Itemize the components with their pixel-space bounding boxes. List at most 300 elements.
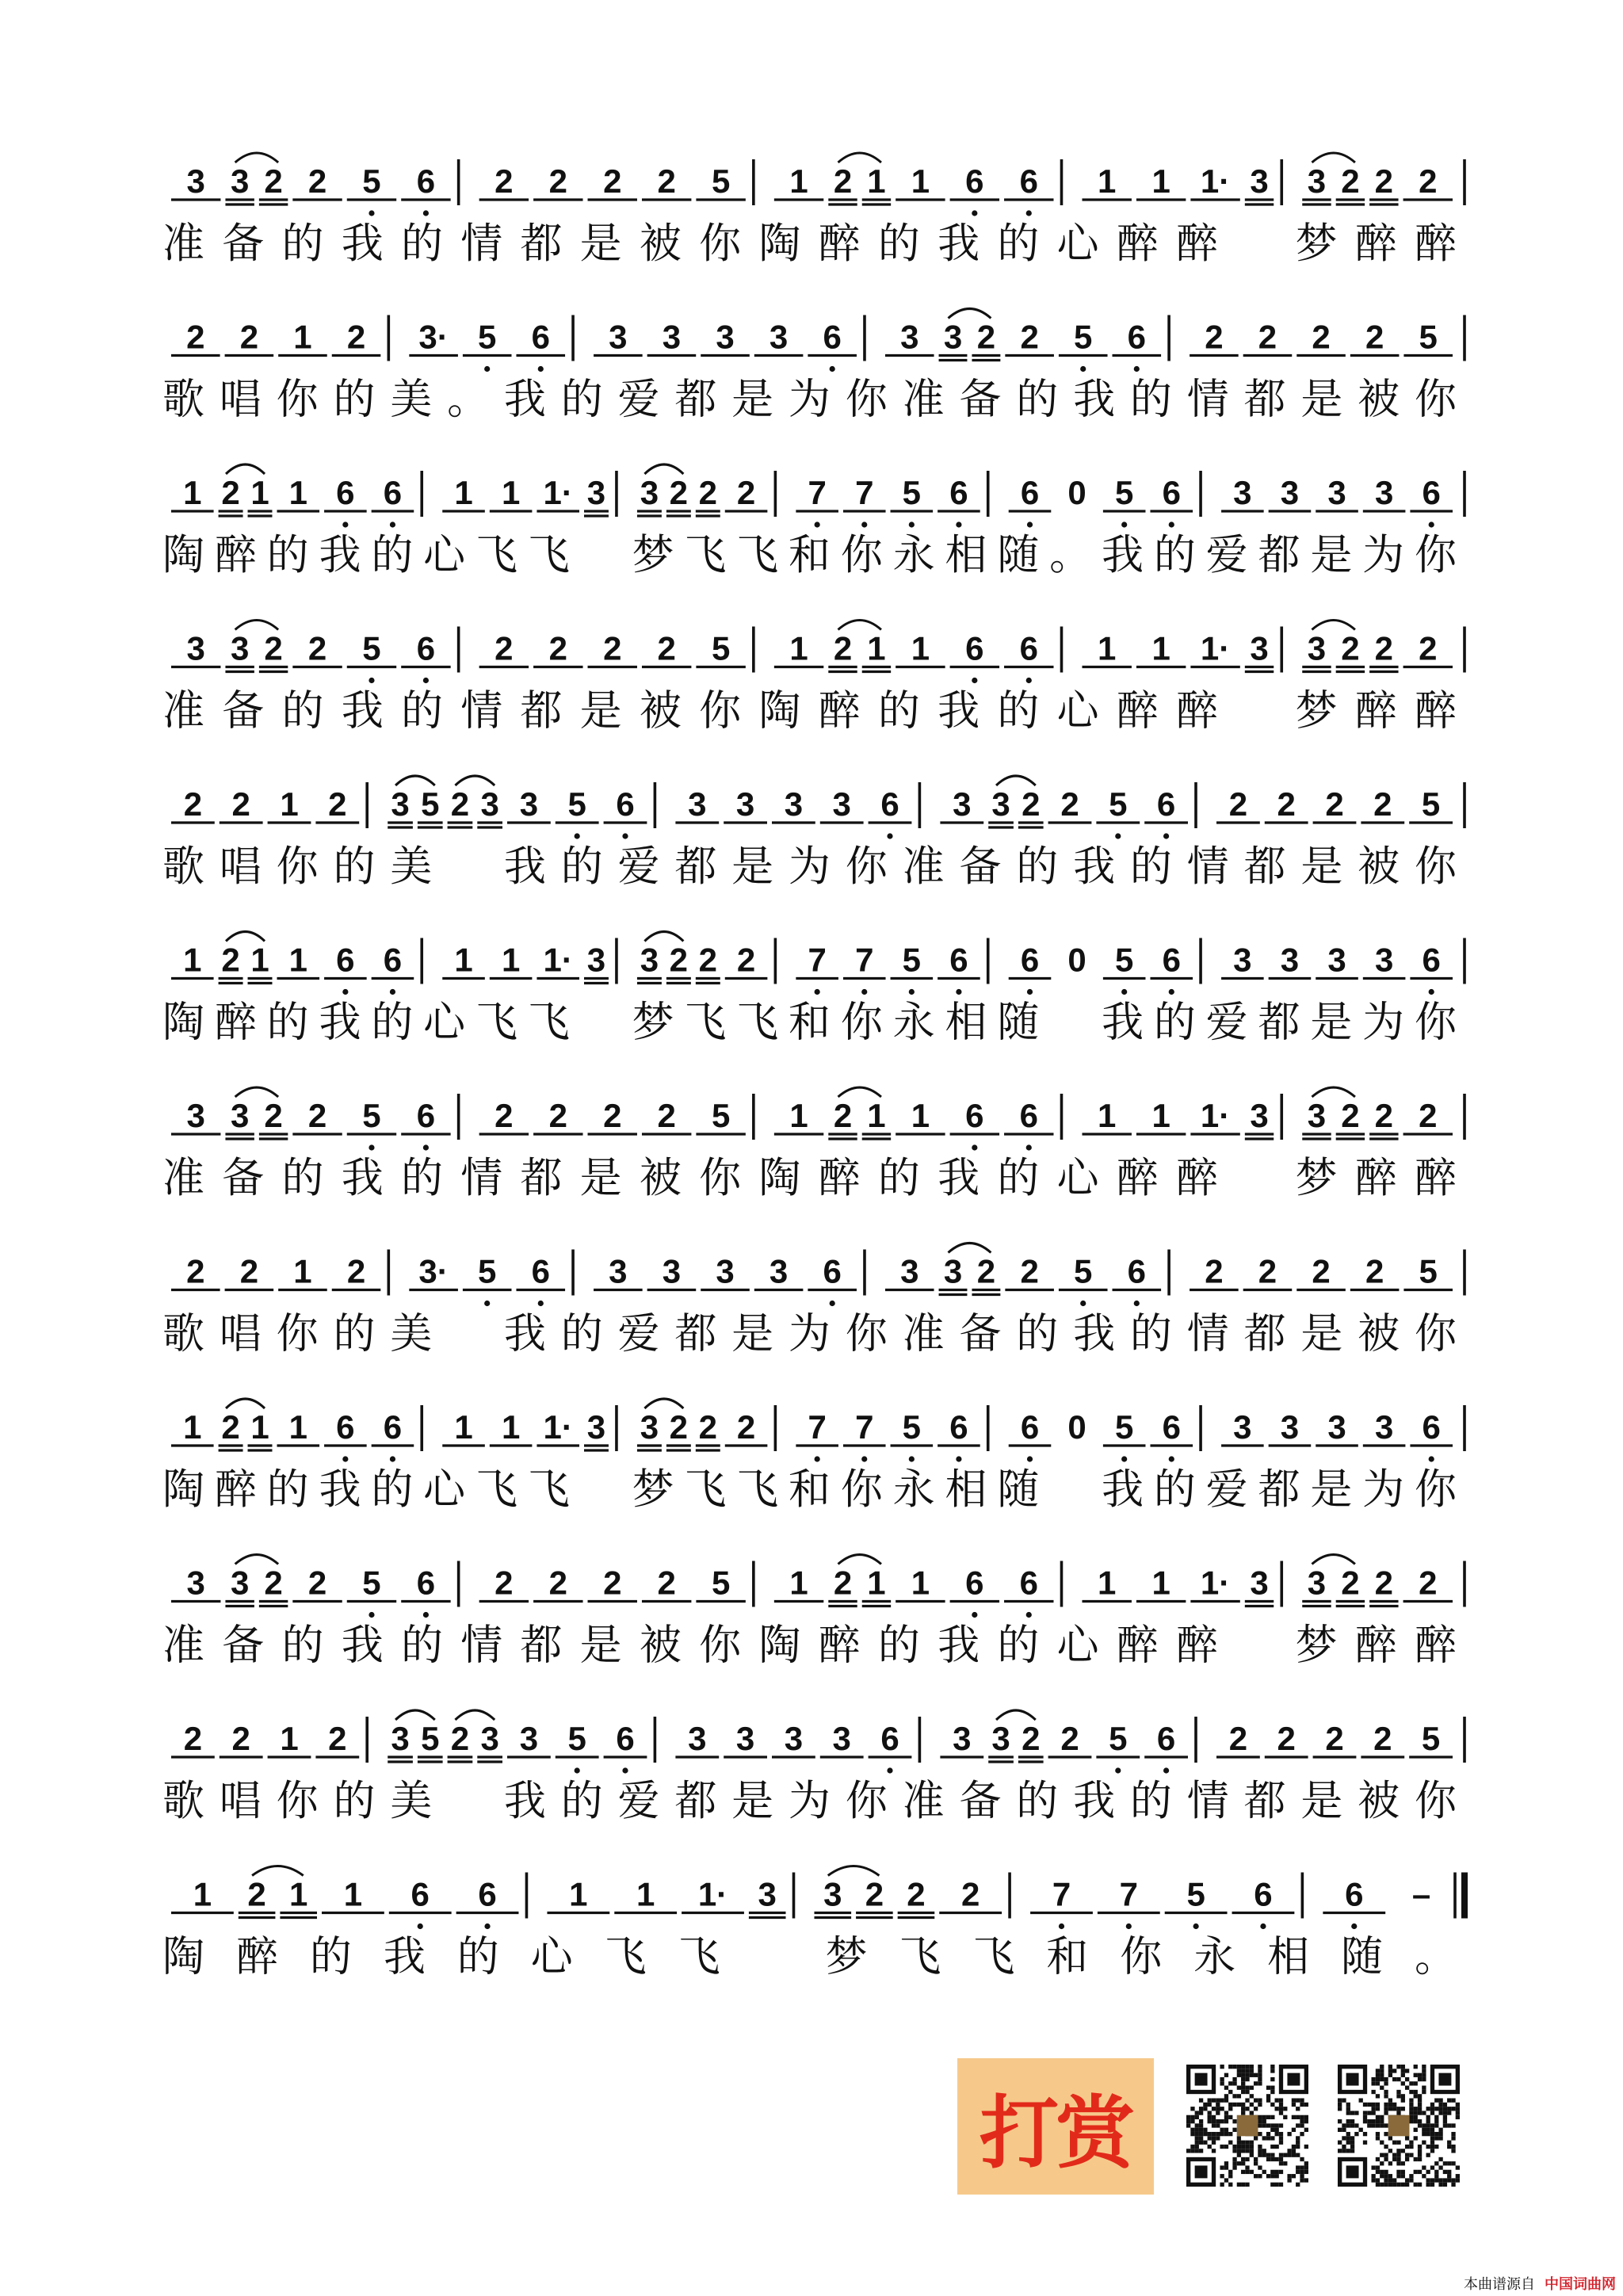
note: 5 [902, 941, 922, 979]
octave-dot [1121, 989, 1127, 995]
note: 2 [186, 318, 205, 356]
note: 7 [808, 474, 827, 511]
note: 3· [418, 1252, 449, 1290]
note: 6 [383, 1408, 403, 1446]
slur [235, 621, 278, 630]
slur [226, 932, 265, 942]
slur [226, 1399, 265, 1408]
system [162, 932, 1465, 1047]
octave-dot [369, 1612, 374, 1618]
octave-dot [1026, 210, 1032, 216]
measure [171, 464, 414, 528]
octave-dot [1163, 1767, 1169, 1773]
note: 7 [808, 1408, 827, 1446]
octave-dot [484, 1301, 490, 1306]
note: 1 [183, 941, 202, 979]
octave-dot [342, 989, 348, 995]
slur [395, 776, 435, 785]
note: 3 [769, 1252, 789, 1290]
note: 3 [186, 1097, 205, 1134]
note: 3 [900, 1252, 919, 1290]
measure [774, 621, 1054, 684]
note: 6 [531, 318, 550, 356]
note: 5 [362, 1564, 381, 1602]
note: 2 [669, 1408, 689, 1446]
note: 3 [186, 1564, 205, 1602]
note: 1 [454, 941, 473, 979]
note: 3 [991, 785, 1010, 823]
note: 3 [230, 1564, 250, 1602]
note: 6 [336, 474, 355, 511]
note: 5 [362, 162, 381, 200]
octave-dot [1429, 989, 1434, 995]
note: 3 [1307, 1564, 1327, 1602]
note: 6 [531, 1252, 550, 1290]
note: 2 [450, 1720, 470, 1757]
note: 3 [230, 629, 250, 667]
note: 7 [1052, 1875, 1071, 1913]
tip-label: 打赏 [980, 2087, 1132, 2179]
note: 3 [1307, 629, 1327, 667]
note: 1 [1151, 1097, 1170, 1134]
note: 3 [1250, 629, 1269, 667]
note: 3 [230, 162, 250, 200]
note: 2 [1312, 1252, 1331, 1290]
octave-dot [1027, 1456, 1033, 1461]
note: 3 [1307, 1097, 1327, 1134]
note: 2 [657, 1097, 676, 1134]
measure [479, 162, 746, 200]
system [162, 309, 1465, 424]
measure [171, 785, 359, 823]
slur [1312, 621, 1354, 630]
note: 6 [416, 162, 436, 200]
note: 2 [1373, 1720, 1392, 1757]
note: 5 [1109, 1720, 1128, 1757]
note: 1 [636, 1875, 655, 1913]
note: 3 [609, 1252, 628, 1290]
note: 1 [193, 1875, 212, 1913]
note: 2 [307, 162, 327, 200]
octave-dot [1027, 521, 1033, 527]
measure [796, 474, 980, 528]
note: 2 [239, 318, 259, 356]
note: 5 [1115, 1408, 1134, 1446]
note: 2 [865, 1875, 884, 1913]
note: 6 [411, 1875, 430, 1913]
octave-dot [815, 521, 820, 527]
note: 5 [567, 1720, 586, 1757]
lyrics-line: 歌唱你的美 我的爱都是为你准备的我的情都是被你 [162, 1777, 1457, 1825]
octave-dot [1260, 1924, 1266, 1929]
note: 1 [293, 1252, 312, 1290]
lyrics-line: 准备的我的情都是被你陶醉的我的心醉醉 梦醉醉 [162, 220, 1457, 268]
slur [235, 1087, 278, 1097]
note: 1 [288, 941, 307, 979]
note: 1 [1098, 162, 1117, 200]
measure [675, 1720, 911, 1774]
note: 3 [186, 629, 205, 667]
note: 1 [911, 162, 930, 200]
note: 2 [698, 941, 717, 979]
slur [838, 1555, 881, 1564]
note: 1 [289, 1875, 308, 1913]
note: 3 [1250, 1564, 1269, 1602]
note: 6 [1020, 474, 1040, 511]
measure [442, 942, 609, 984]
octave-dot [972, 1612, 977, 1618]
note: 6 [1127, 1252, 1146, 1290]
octave-dot [538, 1301, 544, 1306]
note: 3 [480, 1720, 499, 1757]
octave-dot [1080, 366, 1086, 372]
slur [996, 1710, 1036, 1720]
octave-dot [1169, 989, 1174, 995]
slur [226, 464, 265, 474]
note: 5 [902, 474, 922, 511]
octave-dot [972, 1144, 977, 1150]
octave-dot [909, 989, 915, 995]
measure [479, 1097, 746, 1134]
note: 2 [907, 1875, 926, 1913]
note: 6 [1019, 162, 1038, 200]
note: 1 [1098, 1564, 1117, 1602]
note: 3 [586, 1408, 606, 1446]
tip-button[interactable] [957, 2058, 1154, 2195]
measure [171, 621, 451, 684]
note: 7 [855, 1408, 874, 1446]
measure [388, 776, 647, 839]
measure [1082, 630, 1274, 672]
note: 2 [603, 162, 622, 200]
measure [1009, 1408, 1193, 1462]
octave-dot [622, 1767, 628, 1773]
note: 5 [1074, 318, 1093, 356]
note: 6 [949, 941, 968, 979]
octave-dot [909, 521, 915, 527]
octave-dot [342, 1456, 348, 1461]
note: 2 [976, 1252, 996, 1290]
note: 2 [698, 1408, 717, 1446]
measure [388, 1710, 647, 1774]
octave-dot [1134, 366, 1140, 372]
system [162, 621, 1465, 735]
note: 5 [1115, 474, 1134, 511]
note: 2 [1365, 318, 1384, 356]
note: 1 [501, 1408, 521, 1446]
note: 2 [328, 785, 347, 823]
octave-dot [1027, 989, 1033, 995]
lyrics-line: 歌唱你的美。我的爱都是为你准备的我的情都是被你 [162, 375, 1457, 424]
note: 1 [501, 941, 521, 979]
note: 3 [1250, 1097, 1269, 1134]
note: 2 [1205, 318, 1224, 356]
note: 3 [1327, 1408, 1346, 1446]
note: 3 [943, 318, 963, 356]
note: 1 [569, 1875, 588, 1913]
note: 2 [736, 474, 756, 511]
note: 6 [965, 162, 984, 200]
note: 2 [960, 1875, 980, 1913]
note: 2 [657, 1564, 676, 1602]
note: 1 [1098, 629, 1117, 667]
octave-dot [830, 1301, 835, 1306]
note: 3 [640, 941, 659, 979]
octave-dot [575, 833, 580, 839]
measure [774, 1555, 1054, 1618]
note: 2 [450, 785, 470, 823]
measure [1190, 319, 1453, 356]
note: 5 [1115, 941, 1134, 979]
note: 5 [1419, 318, 1438, 356]
measure [796, 1408, 980, 1462]
octave-dot [887, 1767, 892, 1773]
slur [1312, 1555, 1354, 1564]
note: 0 [1067, 1408, 1086, 1446]
note: 2 [346, 1252, 366, 1290]
note: 2 [1365, 1252, 1384, 1290]
note: 3 [480, 785, 499, 823]
note: 2 [328, 1720, 347, 1757]
note: 2 [669, 941, 689, 979]
octave-dot [575, 1767, 580, 1773]
octave-dot [1169, 521, 1174, 527]
measure [594, 1253, 857, 1307]
note: 1 [789, 629, 808, 667]
octave-dot [1351, 1924, 1357, 1929]
note: 3 [1233, 941, 1252, 979]
slur [235, 1555, 278, 1564]
octave-dot [830, 366, 835, 372]
lyrics-line: 歌唱你的美 我的爱都是为你准备的我的情都是被你 [162, 1309, 1457, 1358]
note: 1· [543, 1408, 573, 1446]
note: 2 [548, 1564, 567, 1602]
octave-dot [423, 210, 429, 216]
note: 3 [769, 318, 789, 356]
measure [1302, 621, 1453, 672]
note: 5 [478, 318, 497, 356]
note: 5 [478, 1252, 497, 1290]
note: 2 [1341, 162, 1360, 200]
note: 3 [1374, 941, 1394, 979]
note: 2 [231, 785, 250, 823]
note: 2 [1277, 1720, 1296, 1757]
measure [594, 319, 857, 372]
octave-dot [1121, 521, 1127, 527]
system [162, 1399, 1465, 1514]
qr-code-icon[interactable] [1338, 2065, 1460, 2187]
note: 3 [586, 474, 606, 511]
qr-code-icon[interactable] [1186, 2065, 1308, 2187]
octave-dot [887, 833, 892, 839]
note: 2 [698, 474, 717, 511]
note: 1· [1200, 162, 1231, 200]
note: 2 [1419, 1097, 1438, 1134]
site-name[interactable]: 中国词曲网 [1545, 2276, 1616, 2293]
measure [675, 785, 911, 839]
octave-dot [1115, 833, 1121, 839]
measure [442, 474, 609, 516]
note: 1 [250, 1408, 269, 1446]
measure [171, 932, 414, 995]
note: 3 [832, 1720, 851, 1757]
note: 6 [416, 1564, 436, 1602]
lyrics-line: 陶醉的我的心飞飞 梦飞飞和你永相随 我的爱都是为你 [162, 998, 1457, 1047]
note: 3 [662, 318, 682, 356]
note: 5 [1419, 1252, 1438, 1290]
note: 3 [609, 318, 628, 356]
note: 2 [221, 941, 240, 979]
note: 2 [1022, 1720, 1041, 1757]
note: 3 [640, 1408, 659, 1446]
octave-dot [1193, 1924, 1199, 1929]
octave-dot [861, 521, 867, 527]
measure [774, 153, 1054, 216]
note: 2 [1060, 1720, 1079, 1757]
note: 6 [1345, 1875, 1364, 1913]
note: 3 [1307, 162, 1327, 200]
note: 6 [823, 318, 842, 356]
note: 2 [307, 629, 327, 667]
note: 2 [1020, 1252, 1039, 1290]
note: 3 [640, 474, 659, 511]
note: 2 [247, 1875, 266, 1913]
octave-dot [1134, 1301, 1140, 1306]
note: 6 [949, 474, 968, 511]
note: 2 [1277, 785, 1296, 823]
note: 1 [343, 1875, 363, 1913]
note: 7 [1119, 1875, 1138, 1913]
octave-dot [1163, 833, 1169, 839]
note: 2 [657, 629, 676, 667]
note: 3 [391, 1720, 410, 1757]
note: 3 [1280, 1408, 1300, 1446]
note: 2 [231, 1720, 250, 1757]
measure [1216, 1720, 1453, 1757]
system [162, 776, 1465, 891]
note: 2 [1258, 1252, 1277, 1290]
note: 2 [669, 474, 689, 511]
octave-dot [369, 1144, 374, 1150]
note: 1 [789, 1097, 808, 1134]
note: 6 [1162, 1408, 1181, 1446]
octave-dot [418, 1924, 423, 1929]
slur [252, 1866, 304, 1876]
note: 1 [867, 162, 886, 200]
measure [774, 1087, 1054, 1151]
octave-dot [1429, 1456, 1434, 1461]
note: 2 [264, 629, 283, 667]
note: 2 [1374, 162, 1394, 200]
note: 3 [1374, 1408, 1394, 1446]
note: 2 [603, 1097, 622, 1134]
note: 3· [418, 318, 449, 356]
note: 1 [867, 1564, 886, 1602]
measure [171, 1087, 451, 1151]
note: 6 [1019, 1097, 1038, 1134]
note: 2 [264, 1097, 283, 1134]
note: 1 [1098, 1097, 1117, 1134]
octave-dot [390, 1456, 395, 1461]
note: 1 [288, 474, 307, 511]
note: 1 [501, 474, 521, 511]
octave-dot [390, 521, 395, 527]
note: 6 [1019, 629, 1038, 667]
octave-dot [484, 1924, 490, 1929]
note: 3 [716, 1252, 735, 1290]
measure [1082, 1097, 1274, 1139]
note: 6 [880, 785, 899, 823]
note: 3 [1280, 474, 1300, 511]
note: 2 [1419, 1564, 1438, 1602]
slur [644, 464, 683, 474]
note: 5 [567, 785, 586, 823]
note: 2 [833, 1097, 853, 1134]
slur [235, 153, 278, 162]
note: 2 [186, 1252, 205, 1290]
note: 1 [454, 474, 473, 511]
note: 6 [965, 629, 984, 667]
note: 2 [495, 162, 514, 200]
slur [996, 776, 1036, 785]
note: 3 [1280, 941, 1300, 979]
final-bar-line [1461, 1873, 1468, 1919]
note: 1 [1151, 629, 1170, 667]
lyrics-line: 准备的我的情都是被你陶醉的我的心醉醉 梦醉醉 [162, 686, 1457, 735]
measure [1030, 1876, 1294, 1930]
measure [885, 309, 1161, 372]
note: 2 [307, 1564, 327, 1602]
octave-dot [972, 210, 977, 216]
note: 5 [1421, 785, 1441, 823]
measure [815, 1866, 1002, 1918]
note: 2 [264, 1564, 283, 1602]
note: 1 [293, 318, 312, 356]
measure [409, 1253, 565, 1307]
measure [1216, 785, 1453, 823]
lyrics-line: 准备的我的情都是被你陶醉的我的心醉醉 梦醉醉 [162, 1621, 1457, 1670]
note: 3 [900, 318, 919, 356]
octave-dot [1026, 678, 1032, 683]
note: 2 [1228, 785, 1248, 823]
note: 2 [239, 1252, 259, 1290]
measure [171, 153, 451, 216]
note: 5 [902, 1408, 922, 1446]
note: 2 [221, 1408, 240, 1446]
measure [1302, 1087, 1453, 1139]
note: 6 [1422, 474, 1441, 511]
measure [637, 464, 767, 516]
note: 2 [183, 1720, 203, 1757]
slur [644, 932, 683, 942]
note: 2 [264, 162, 283, 200]
measure [940, 1710, 1188, 1774]
note: 1 [911, 1564, 930, 1602]
slur [838, 153, 881, 162]
slur [644, 1399, 683, 1408]
note: 6 [383, 474, 403, 511]
system [162, 464, 1465, 579]
note: 2 [1060, 785, 1079, 823]
note: 2 [221, 474, 240, 511]
note: 0 [1067, 941, 1086, 979]
octave-dot [1059, 1924, 1064, 1929]
slur [838, 621, 881, 630]
note: 3 [823, 1875, 842, 1913]
note: 2 [1022, 785, 1041, 823]
lyrics-line: 陶醉的我的心飞飞 梦飞飞和你永相随。我的爱都是为你 [162, 531, 1457, 579]
measure [1082, 162, 1274, 204]
